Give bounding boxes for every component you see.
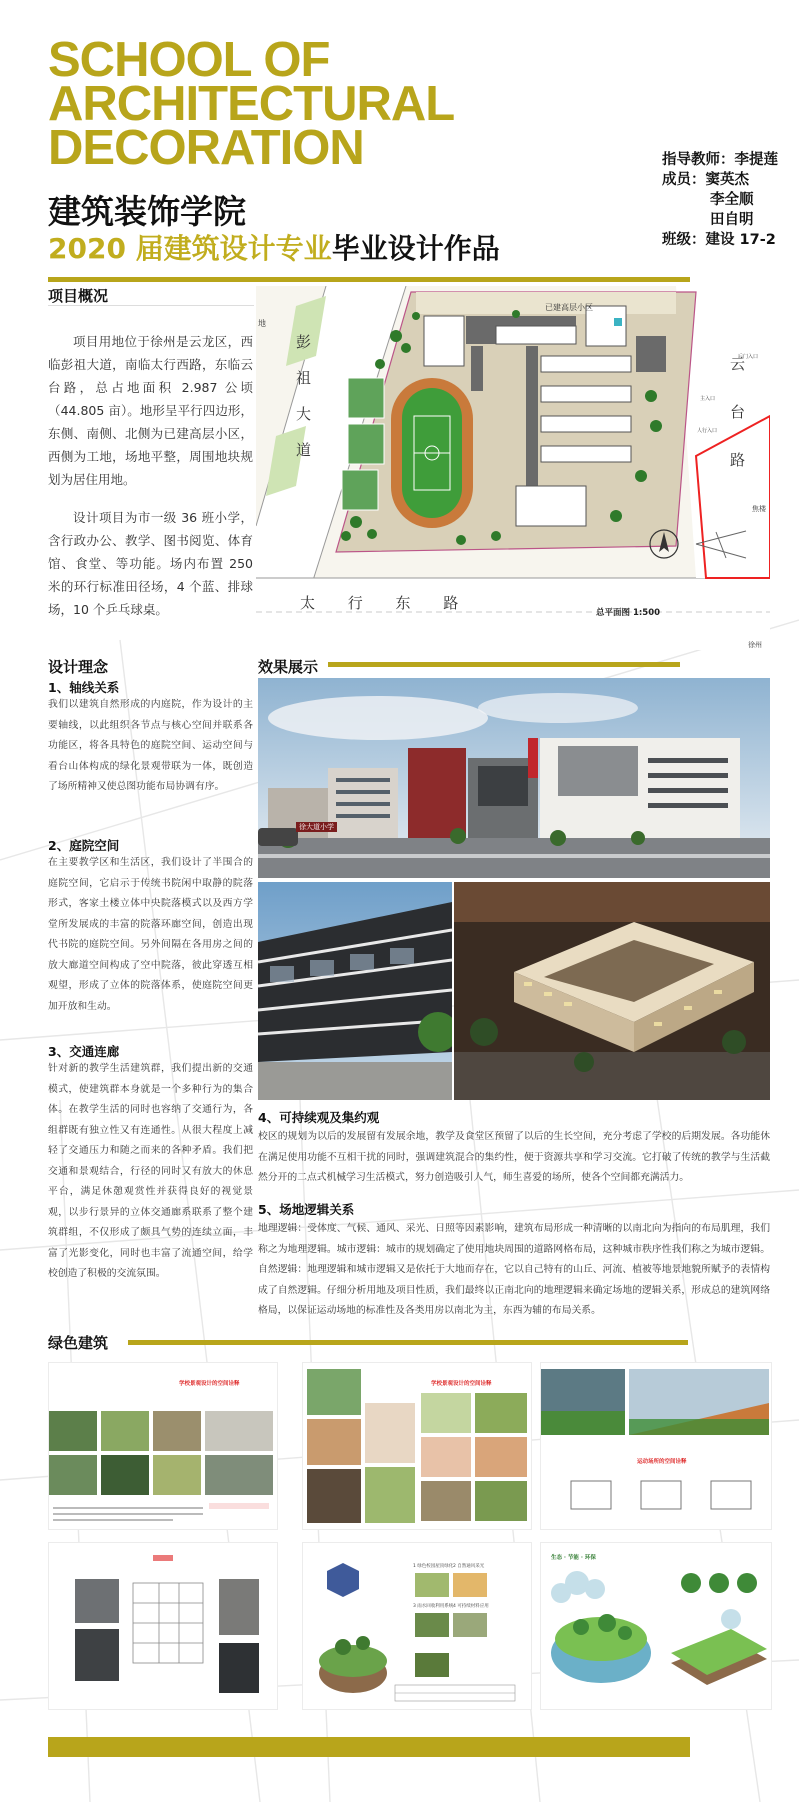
concept-heading: 设计理念 <box>48 658 109 676</box>
label-di: 地 <box>258 319 266 328</box>
concept-s2-title: 2、庭院空间 <box>48 838 120 853</box>
green-panel-5 <box>302 1542 532 1710</box>
road-label-south: 太 行 东 路 <box>300 594 473 612</box>
green-panel-3-graphic <box>541 1363 771 1529</box>
advisor-row <box>662 150 792 170</box>
road-label-east: 云 台 路 <box>730 355 746 469</box>
green-heading: 绿色建筑 <box>48 1334 109 1352</box>
concept-s3-text: 针对新的教学生活建筑群，我们提出新的交通模式，使建筑群本身就是一个多种行为的集合体。在教学生活的同时也容纳了交通行为，各组群既有独立性又有连通性。从很大程度上减轻了交通压力和随之而来的各种矛盾。我们把交通和景观结合，行径的同时又有放大的休息平台，满足休憩观赏性并获得良好的视觉景观，以步行景异的立体交通廊系联系了整个建筑群组，不仅形成了颇具气势的连续立面，丰富了光影变化，同时也丰富了流通空间，给学校创造了积极的交流氛围。 <box>48 1063 253 1279</box>
green-panel-6-title: 生态 · 节能 · 环保 <box>551 1555 596 1561</box>
members-row <box>662 170 792 190</box>
member-2: 李全顺 <box>710 192 754 208</box>
title-en-line-2: ARCHITECTURAL <box>48 77 455 131</box>
header-divider <box>48 277 690 282</box>
members-label: 成员： <box>662 172 706 188</box>
render-aerial <box>454 882 770 1100</box>
green-panel-1 <box>48 1362 278 1530</box>
advisor-label: 指导教师： <box>662 152 735 168</box>
concept-s1-text: 我们以建筑自然形成的内庭院，作为设计的主要轴线，以此组织各节点与核心空间并联系各功能区，将各具特色的庭院空间、运动空间与看台山体构成的绿化景观带联为一体，既创造了场所精神又使总图功能布局协调有序。 <box>48 699 253 792</box>
renders-divider <box>328 662 680 667</box>
overview-para-2: 设计项目为市一级 36 班小学，含行政办公、教学、图书阅览、体育馆、食堂、等功能。场内布置 250 米的环行标准田径场，4 个蓝、排球场，10 个乒乓球桌。 <box>48 510 253 617</box>
render-street-view <box>258 678 770 878</box>
title-en-line-3: DECORATION <box>48 121 364 175</box>
concept-s3-title: 3、交通连廊 <box>48 1044 120 1059</box>
overview-heading: 项目概况 <box>48 287 109 305</box>
footer-gold-bar <box>48 1737 690 1757</box>
green-panel-3-title: 运动场所的空间诠释 <box>637 1459 687 1465</box>
advisor-name: 李提莲 <box>734 152 778 168</box>
label-scale: 1:500 <box>632 608 661 618</box>
green-panel-1-title: 学校景观设计的空间诠释 <box>179 1381 240 1387</box>
subtitle-gold: 2020 届建筑设计专业 <box>48 232 332 265</box>
title-english <box>48 33 455 175</box>
green-panel-5-item-2: 2 自然通风采光 <box>453 1564 485 1569</box>
overview-para-1: 项目用地位于徐州是云龙区，西临彭祖大道，南临太行西路，东临云台路，总占地面积 2.987 公顷（44.805 亩）。地形呈平行四边形，东侧、南侧、北侧为已建高层小区，西侧为工地，场地平整，周围地块规划为居住用地。 <box>48 334 253 487</box>
green-panel-5-item-1: 1 绿色校园屋顶绿化 <box>413 1564 454 1569</box>
green-divider <box>128 1340 688 1345</box>
green-panel-5-item-4: 4 可持续材料应用 <box>453 1604 489 1609</box>
label-city: 徐州 <box>748 641 762 649</box>
concept-s4-text: 校区的规划为以后的发展留有发展余地，教学及食堂区预留了以后的生长空间，充分考虑了学校的后期发展。各功能休在满足使用功能不互相干扰的同时，强调建筑混合的集约性，便于资源共享和学习交流。它打破了传统的教学与生活截然分开的二点式机械学习生活模式，努力创造吸引人气，师生喜爱的场所，使各个空间都充满活力。 <box>258 1131 770 1183</box>
team-info <box>662 150 792 250</box>
label-site-plan-text: 总平面图 <box>596 608 631 618</box>
green-panel-1-graphic <box>49 1363 277 1529</box>
concept-s4-title: 4、可持续观及集约观 <box>258 1110 380 1125</box>
render-facade <box>258 882 452 1100</box>
green-panel-6 <box>540 1542 772 1710</box>
concept-s5-title: 5、场地逻辑关系 <box>258 1202 355 1217</box>
label-entry-main: 主入口 <box>700 396 716 402</box>
concept-s2-text: 在主要教学区和生活区，我们设计了半围合的庭院空间，它启示于传统书院闲中取静的院落形式，客家土楼立体中央院落模式以及西方学堂所发展成的丰富的院落环廊空间，创造出现代书院的庭院空间。另外间隔在各用房之间的放大廊道空间构成了空中院落，彼此穿透互相观望，形成了立体的院落体系，使庭院空间更加开放和生动。 <box>48 857 253 1012</box>
label-existing-block: 已建高层小区 <box>545 303 593 312</box>
label-site-plan <box>596 606 660 618</box>
green-panel-2 <box>302 1362 532 1530</box>
concept-s5-text: 地理逻辑：受体度、气候、通风、采光、日照等因素影响，建筑布局形成一种清晰的以南北向为指向的布局肌理，我们称之为地理逻辑。城市逻辑：城市的规划确定了使用地块周围的道路网格布局，这种城市秩序性我们称之为城市逻辑。自然逻辑：地理逻辑和城市逻辑又是依托于大地而存在，它以自己特有的山丘、河流、植被等地景地貌所赋予的表情构成了自然逻辑。仔细分析用地及项目性质，我们最终以正南北向的地理逻辑来确定场地的逻辑关系，形成总的建筑网络格局，以保证运动场地的标准性及各类用房以南北为主，东西为辅的布局关系。 <box>258 1223 770 1316</box>
green-panel-3 <box>540 1362 772 1530</box>
green-panel-4 <box>48 1542 278 1710</box>
subtitle <box>48 227 500 267</box>
green-panel-6-graphic <box>541 1543 771 1709</box>
green-panel-2-title: 学校景观设计的空间诠释 <box>431 1381 492 1387</box>
road-label-west: 彭 祖 大 道 <box>296 333 312 459</box>
concept-s1-title: 1、轴线关系 <box>48 680 120 695</box>
class-row <box>662 230 792 250</box>
member-3: 田自明 <box>710 212 754 228</box>
renders-heading: 效果展示 <box>258 658 319 676</box>
class-label: 班级： <box>662 232 706 248</box>
school-sign: 徐大道小学 <box>296 822 337 832</box>
title-en-line-1: SCHOOL OF <box>48 33 330 87</box>
label-jiaolou: 焦楼 <box>752 505 766 513</box>
green-panel-4-graphic <box>49 1543 277 1709</box>
green-panel-2-graphic <box>303 1363 531 1529</box>
member-1: 窦英杰 <box>705 172 749 188</box>
title-chinese: 建筑装饰学院 <box>48 192 246 231</box>
green-panel-5-item-3: 3 雨水回收利用系统 <box>413 1604 454 1609</box>
subtitle-dark: 毕业设计作品 <box>331 232 500 265</box>
label-entry-people: 人行入口 <box>697 428 718 434</box>
overview-underline <box>48 305 254 306</box>
label-entry-back: 后门入口 <box>738 354 759 360</box>
class-value: 建设 17-2 <box>705 232 776 248</box>
